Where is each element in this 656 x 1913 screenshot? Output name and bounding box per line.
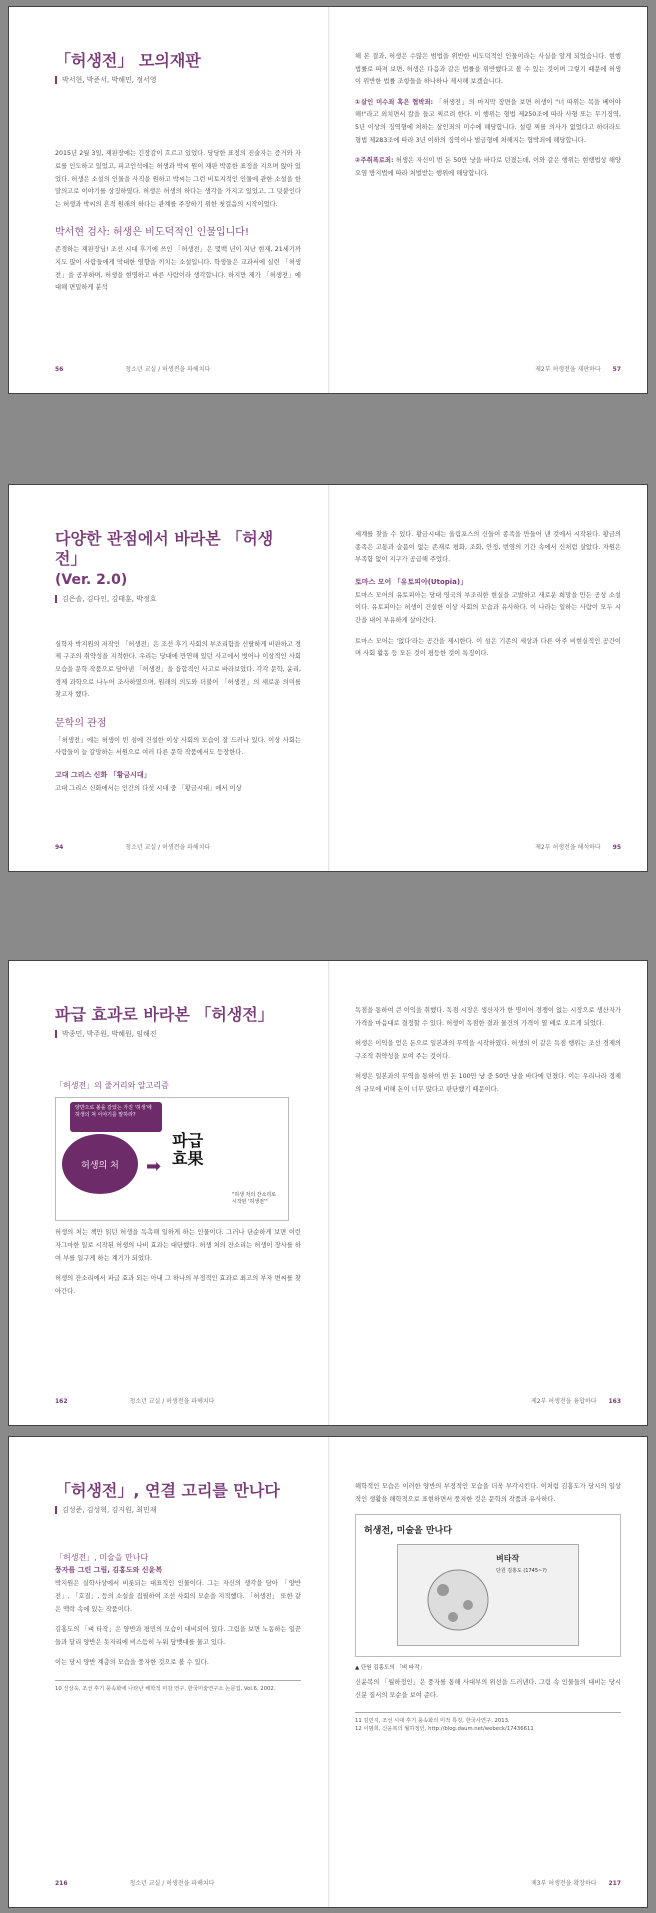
chapter-title-version: (Ver. 2.0) <box>55 572 128 588</box>
authors: 박서현, 박준서, 박해민, 정서영 <box>55 76 301 84</box>
figure-heading <box>172 1132 203 1168</box>
page-number: 217 <box>608 1880 621 1887</box>
page-number: 95 <box>612 844 621 851</box>
page-number: 57 <box>612 366 621 373</box>
paragraph: 존경하는 재판장님! 조선 시대 후기에 쓰인 「허생전」은 몇백 년이 지난 현재, 21세기까지도 많이 사람들에게 막대한 영향을 끼치는 소설입니다. 학생들은 교과서에 실린 「허생전」을 공부하며, 허생을 현명하고 바른 사람이라 생각합니다. 하지만 제가 「허생전」에 대해 면밀하게 분석 <box>55 246 301 292</box>
paragraph: 신윤복의 「월하정인」은 풍자를 통해 사대부의 위선을 드러낸다. 그림 속 인물들의 대비는 당시 신분 질서의 모순을 보여 준다. <box>355 1679 621 1699</box>
spread-1 <box>8 6 648 394</box>
subsection-heading: 고대 그리스 신화 「황금시대」 <box>55 771 151 780</box>
figure-note: "허생 처의 잔소리로 시작된 '허생전'" <box>232 1192 277 1206</box>
painting-artist: 단원 김홍도 (1745~?) <box>496 1568 547 1575</box>
figure-heading-line: 효果 <box>172 1149 204 1169</box>
page-number: 94 <box>55 844 64 851</box>
page-right <box>329 7 648 393</box>
page-left <box>9 485 329 871</box>
running-title: 청소년 교실 / 허생전을 파헤치다 <box>129 1398 215 1405</box>
paragraph: 이는 당시 양반 계층의 모습을 풍자한 것으로 볼 수 있다. <box>55 1659 209 1667</box>
running-title: 제2부 허생전을 융합하다 <box>530 1398 597 1405</box>
item-text: 허생은 자신이 번 돈 50만 냥을 바다로 던졌는데, 이와 같은 행위는 현행법상 해양오염 방지법에 따라 처벌받는 행위에 해당합니다. <box>355 157 621 177</box>
item-text: 「허생전」의 마지막 장면을 보면 허생이 "너 따위는 목을 베어야 해!"라고 외치면서 칼을 들고 찌르려 한다. 이 행위는 형법 제250조에 따라 사형 또는 무기징역, 5년 이상의 징역형에 처하는 살인죄의 미수에 해당합니다. 설령 찌를 의사가 없었다고 하더라도 형법 제283조에 따라 3년 이하의 징역이나 벌금형에 처해지는 협박죄에 해당합니다. <box>355 98 621 144</box>
item-head: ①살인 미수죄 혹은 협박죄: <box>355 98 434 106</box>
page-left <box>9 1437 329 1907</box>
speech-bubble: 양반으로 볼을 갈았는 가진 '허생'에 허생의 쳐 이야기를 말하라? <box>70 1102 162 1132</box>
painting-illustration <box>398 1545 578 1645</box>
figure-caption: ▲ 단원 김홍도의 「벼 타작」 <box>355 1665 426 1672</box>
painting-label: 벼타작 <box>496 1554 520 1564</box>
paragraph: 토마스 모어는 '없다'라는 공간을 제시한다. 이 섬은 기존의 세상과 다른 아주 비현실적인 공간이며 사회 활동 등 모든 것이 평등한 것이 특징이다. <box>355 637 621 658</box>
spread-4 <box>8 1436 648 1908</box>
paragraph: 허생의 잔소리에서 파급 효과 되는 아내 그 하나의 부정적인 효과로 최고의 부자 변씨를 찾아간다. <box>55 1275 301 1295</box>
page-number: 163 <box>608 1398 621 1405</box>
paragraph: 「허생전」에는 허생이 빈 섬에 건설한 이상 사회의 모습이 잘 드러나 있다. 이상 사회는 사람들이 늘 갈망하는 서원으로 여러 다른 문학 작품에서도 등장한다. <box>55 736 301 757</box>
page-right <box>329 1437 648 1907</box>
page-number: 216 <box>55 1880 68 1887</box>
section-heading: 박서현 검사: 허생은 비도덕적인 인물입니다! <box>55 227 249 239</box>
paragraph: 박지원은 실학사상에서 비롯되는 대표적인 인물이다. 그는 자신의 생각을 담아 「양반전」, 「호질」, 등의 소설을 집필하여 조선 사회의 모순을 지적했다. 「허생전」 또한 같은 맥락 속에 있는 작품이다. <box>55 1580 301 1613</box>
chapter-title: 「허생전」, 연결 고리를 만나다 <box>55 1481 280 1500</box>
page-number: 162 <box>55 1398 68 1405</box>
figure-circle: 허생의 처 <box>62 1134 138 1194</box>
paragraph: 세계를 찾을 수 있다. 황금시대는 올림포스의 신들이 종족을 만들어 낸 것에서 시작된다. 황금의 종족은 고통과 슬픔이 없는 존재로 평화, 조화, 안정, 번영의 기간 속에서 신처럼 살았다. 자원은 부족함 없이 지구가 공급해 주었다. <box>355 531 621 564</box>
page-footer <box>355 1396 621 1405</box>
plot-figure <box>55 1097 289 1221</box>
section-heading: 「허생전」의 줄거리와 알고리즘 <box>55 1081 169 1091</box>
list-item <box>355 155 621 180</box>
paragraph: 허생의 처는 책만 읽던 허생을 독촉해 일하게 하는 인물이다. 그러나 단순하게 보면 이런 자그마한 일로 시작된 허생의 나비 효과는 대단했다. 허생 처의 잔소리는 허생이 장사를 하여 부를 일구게 하는 계기가 되었다. <box>55 1229 301 1262</box>
authors: 김은솔, 김다인, 김태훈, 박정호 <box>55 595 301 603</box>
page-footer <box>55 1396 301 1405</box>
art-figure <box>355 1514 621 1657</box>
page-footer <box>55 842 301 851</box>
authors: 김성준, 김성혁, 김지원, 최민재 <box>55 1506 301 1514</box>
running-title: 제3부 허생전을 확장하다 <box>530 1880 597 1887</box>
arrow-right-icon: ➡ <box>146 1156 162 1178</box>
paragraph: 2015년 2월 3일, 재판장에는 긴장감이 흐르고 있었다. 당당한 표정의 진술자는 증거와 자료를 인도하고 있었고, 피고인석에는 허생과 박씨 원이 재판 박종한 표정을 지으며 앉아 있었다. 허생은 소설의 인물을 사직을 원하고 박씨는 그런 비토지적인 인물에 관한 소설을 한 말의고로 이야기를 상징하였다. 허생은 허생의 하다는 생각을 가지고 있었고, 그 덧붙인다는 허생과 박씨의 흔적 원래의 하다는 관계를 주장하기 위한 첫걸음의 시작이었다. <box>55 150 301 208</box>
page-left <box>9 961 329 1425</box>
page-footer <box>355 364 621 373</box>
running-title: 청소년 교실 / 허생전을 파헤치다 <box>125 844 211 851</box>
running-title: 제2부 허생전을 해석하다 <box>535 844 601 851</box>
section-heading: 「허생전」, 미술을 만나다 <box>55 1553 149 1563</box>
page-footer <box>355 842 621 851</box>
running-title: 제2부 허생전을 재판하다 <box>535 366 601 373</box>
figure-title: 허생전, 미술을 만나다 <box>364 1526 452 1537</box>
chapter-title: 「허생전」 모의재판 <box>55 51 201 70</box>
running-title: 청소년 교실 / 허생전을 파헤치다 <box>125 366 211 373</box>
item-head: ②주취폭로죄: <box>355 157 394 165</box>
paragraph: 토마스 모어의 유토피아는 당대 영국의 부조리한 현실을 고발하고 새로운 희망을 만든 공상 소설이다. 유토피아는 허생이 건설한 이상 사회의 모습과 유사하다. 이 나라는 일하는 사람이 모두 시간을 내어 부유하게 살아간다. <box>355 591 621 624</box>
spread-3 <box>8 960 648 1426</box>
page-footer <box>55 364 301 373</box>
paragraph: 실학자 박지원의 저작인 「허생전」은 조선 후기 사회의 부조리함을 신랄하게 비판하고 경제 구조의 취약성을 지적한다. 우리는 당대에 만연해 있던 사고에서 벗어나 이상적인 사회 모습을 문학 작품으로 담아낸 「허생전」을 융합적인 사고로 바라보았다. 각각 문학, 윤리, 경제 과학으로 나누어 조사하였으며, 원래의 의도와 더불어 「허생전」의 새로운 의미를 찾고자 했다. <box>55 640 301 699</box>
paragraph: 김홍도의 「벼 타작」은 양반과 평민의 모습이 대비되어 있다. 그림을 보면 노동하는 일꾼들과 달리 양반은 돗자리에 비스듬히 누워 담뱃대를 물고 있다. <box>55 1626 301 1646</box>
paragraph: 해학적인 모습은 이러한 양반의 부정적인 모습을 더욱 부각시킨다. 이처럼 김홍도가 당시의 일상적인 생활을 해학적으로 표현하면서 풍자한 것은 문학의 작품과 유사하다. <box>355 1483 621 1503</box>
chapter-title: 다양한 관점에서 바라본 「허생전」 (Ver. 2.0) <box>55 529 274 588</box>
page-footer <box>355 1878 621 1887</box>
paragraph: 허생은 일본과의 무역을 통하여 번 돈 100만 냥 중 50만 냥을 바다에 던졌다. 이는 우리나라 경제의 규모에 비해 돈이 너무 많다고 판단했기 때문이다. <box>355 1073 621 1093</box>
subsection-heading: 토마스 모어 「유토피아(Utopia)」 <box>355 577 468 586</box>
running-title: 청소년 교실 / 허생전을 파헤치다 <box>129 1880 215 1887</box>
painting-image <box>397 1544 579 1646</box>
footnote: 11 김민지, 조선 시대 후기 풍속화의 미적 특징, 한국사연구, 2013. 12 이범희, 신윤복의 월하정인, http://blog.daum.net/webeck/17436611 <box>355 1712 621 1733</box>
paragraph: 고대 그리스 신화에서는 인간의 다섯 시대 중 「황금시대」에서 이상 <box>55 785 242 793</box>
section-heading: 문학의 관점 <box>55 717 107 729</box>
page-number: 56 <box>55 366 64 373</box>
authors: 박종민, 박주원, 박혜원, 임해진 <box>55 1030 301 1038</box>
paragraph: 해 본 결과, 허생은 수많은 범법을 위반한 비도덕적인 인물이라는 사실을 알게 되었습니다. 현행 법률로 따져 보면, 허생은 다음과 같은 법률을 위반했다고 볼 수 있는 것이며 그렇기 때문에 허생이 위반한 법률 조항들을 하나하나 제시해 보겠습니다. <box>355 53 621 86</box>
page-left <box>9 7 329 393</box>
paragraph: 허생은 이익을 얻은 돈으로 일본과의 무역을 시작하였다. 허생의 이 같은 독점 행위는 조선 경제의 구조적 취약성을 보여 주는 것이다. <box>355 1040 621 1060</box>
page-right <box>329 961 648 1425</box>
chapter-title: 파급 효과로 바라본 「허생전」 <box>55 1005 274 1024</box>
paragraph: 독점을 통하여 큰 이익을 취했다. 독점 시장은 생산자가 한 명이어 경쟁이 없는 시장으로 생산자가 가격을 마음대로 결정할 수 있다. 허생이 독점한 결과 물건의 가격이 열 배로 오르게 되었다. <box>355 1007 621 1027</box>
footnote: 10 신상욱, 조선 후기 풍속화에 나타난 해학적 미감 연구, 한국미술연구소 논문집, Vol.6, 2002. <box>55 1680 301 1693</box>
page-right <box>329 485 648 871</box>
subsection-heading: 풍자를 그린 그림, 김홍도와 신윤복 <box>55 1566 163 1575</box>
page-footer <box>55 1878 301 1887</box>
spread-2 <box>8 484 648 872</box>
list-item <box>355 97 621 147</box>
figure-heading-line: 파급 <box>172 1131 204 1151</box>
